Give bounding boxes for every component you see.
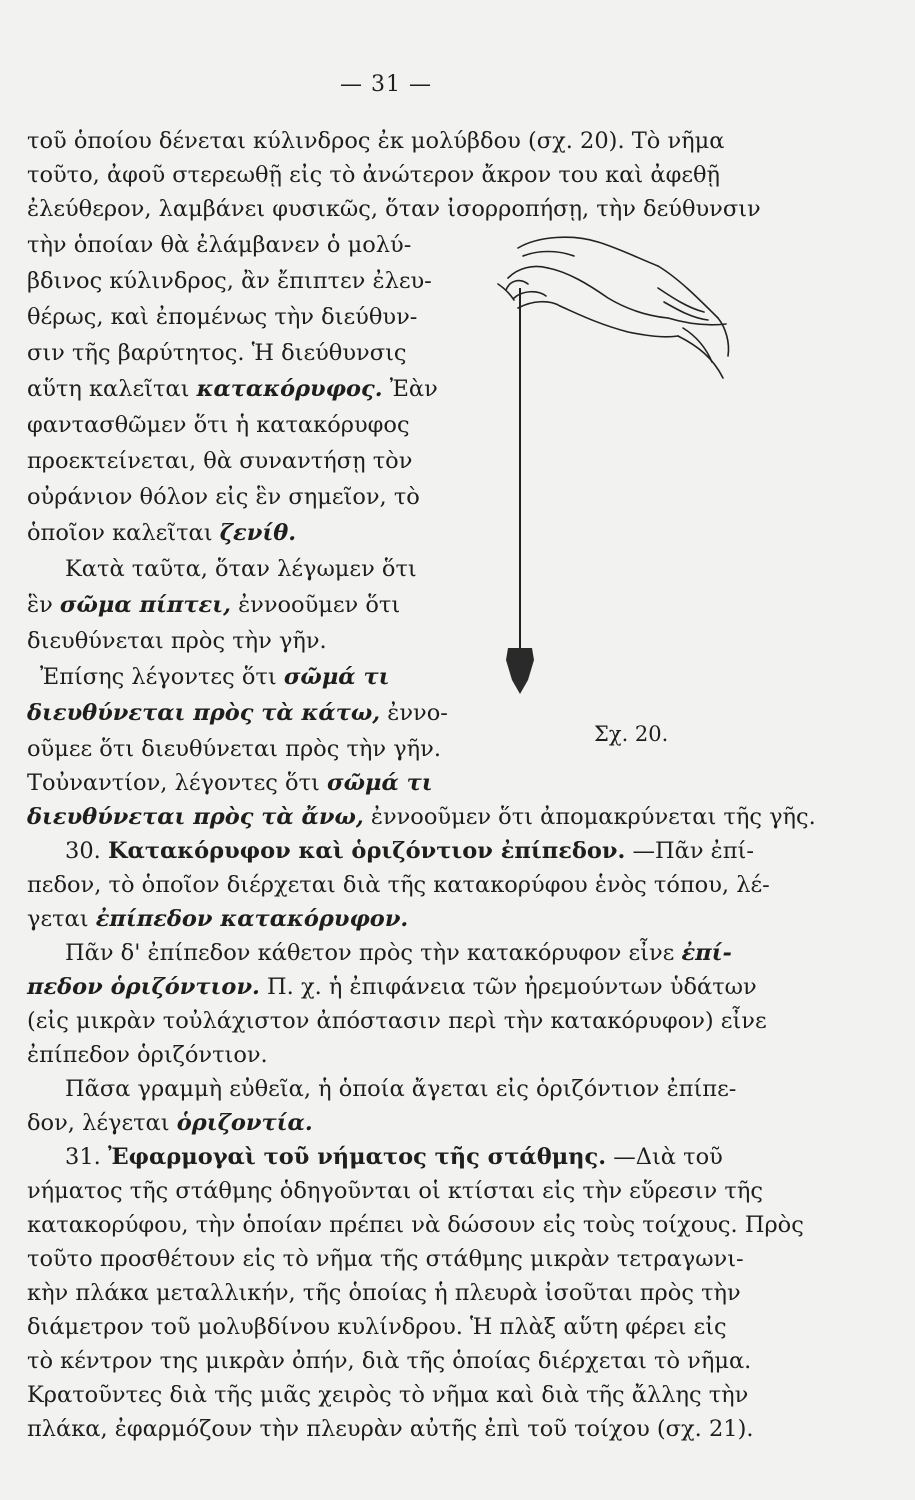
text-line	[27, 592, 400, 618]
text-line: βδινος κύλινδρος, ἂν ἔπιπτεν ἐλευ-	[27, 268, 432, 294]
plumb-bob	[506, 648, 534, 694]
term-orizontia: ὁριζοντία.	[176, 1110, 313, 1136]
text-run: Τοὐναντίον, λέγοντες ὅτι	[27, 770, 320, 796]
term-epipedon-kataforyphon: ἐπίπεδον κατακόρυφον.	[95, 906, 409, 932]
text-line: Κατὰ ταῦτα, ὅταν λέγωμεν ὅτι	[65, 556, 417, 582]
section-number: 31.	[65, 1144, 101, 1170]
term-soma-piptei: σῶμα πίπτει,	[59, 592, 231, 618]
text-run: γεται	[27, 906, 89, 932]
text-line: πεδον, τὸ ὁποῖον διέρχεται διὰ τῆς κατακορύφου ἑνὸς τόπου, λέ-	[27, 872, 770, 898]
section-heading: Κατακόρυφον καὶ ὁριζόντιον ἐπίπεδον.	[107, 838, 626, 864]
page-number: — 31 —	[340, 72, 432, 97]
text-line	[65, 940, 732, 966]
term-soma-ti-2: σῶμά τι	[327, 770, 433, 796]
text-run: αὕτη καλεῖται	[27, 376, 190, 402]
text-line: κὴν πλάκα μεταλλικήν, τῆς ὁποίας ἡ πλευρὰ ἰσοῦται πρὸς τὴν	[27, 1280, 741, 1306]
text-line: τὴν ὁποίαν θὰ ἐλάμβανεν ὁ μολύ-	[27, 232, 412, 258]
text-line	[65, 1144, 723, 1170]
term-pedon-orizontion: πεδον ὁριζόντιον.	[27, 974, 260, 1000]
text-run: Πᾶν δ' ἐπίπεδον κάθετον πρὸς τὴν κατακόρυφον εἶνε	[65, 940, 675, 966]
text-line	[27, 770, 433, 796]
text-line	[27, 1110, 313, 1136]
text-run: Ἐπίσης λέγοντες ὅτι	[40, 664, 277, 690]
text-line: διάμετρον τοῦ μολυβδίνου κυλίνδρου. Ἡ πλὰξ αὕτη φέρει εἰς	[27, 1314, 727, 1340]
section-number: 30.	[65, 838, 101, 864]
text-line: σιν τῆς βαρύτητος. Ἡ διεύθυνσις	[27, 340, 407, 366]
text-run: ὁποῖον καλεῖται	[27, 520, 213, 546]
text-line: οὐράνιον θόλον εἰς ἓν σημεῖον, τὸ	[27, 484, 420, 510]
text-line	[27, 700, 448, 726]
term-soma-ti: σῶμά τι	[283, 664, 390, 690]
text-run: —Πᾶν ἐπί-	[632, 838, 754, 864]
text-line: τοῦτο προσθέτουν εἰς τὸ νῆμα τῆς στάθμης μικρὰν τετραγωνι-	[27, 1246, 744, 1272]
text-line: φαντασθῶμεν ὅτι ἡ κατακόρυφος	[27, 412, 410, 438]
hand-illustration	[498, 237, 729, 378]
text-line	[65, 838, 754, 864]
text-line: πλάκα, ἐφαρμόζουν τὴν πλευρὰν αὐτῆς ἐπὶ τοῦ τοίχου (σχ. 21).	[27, 1416, 754, 1442]
text-run: ἐννοοῦμεν ὅτι ἀπομακρύνεται τῆς γῆς.	[370, 804, 816, 830]
term-zenith: ζενίθ.	[219, 520, 297, 546]
text-line: διευθύνεται πρὸς τὴν γῆν.	[27, 628, 327, 654]
text-run: δον, λέγεται	[27, 1110, 170, 1136]
term-epi: ἐπί-	[681, 940, 732, 966]
text-line	[27, 804, 816, 830]
text-line	[27, 376, 438, 402]
text-line: τὸ κέντρον της μικρὰν ὀπήν, διὰ τῆς ὁποίας διέρχεται τὸ νῆμα.	[27, 1348, 752, 1374]
text-run: —Διὰ τοῦ	[613, 1144, 723, 1170]
text-run: Π. χ. ἡ ἐπιφάνεια τῶν ἠρεμούντων ὑδάτων	[267, 974, 757, 1000]
text-line: ἐπίπεδον ὁριζόντιον.	[27, 1042, 268, 1068]
text-line: προεκτείνεται, θὰ συναντήσῃ τὸν	[27, 448, 413, 474]
text-run: ἐννο-	[387, 700, 448, 726]
text-line	[27, 906, 408, 932]
text-line	[27, 974, 757, 1000]
text-line: (εἰς μικρὰν τοὐλάχιστον ἀπόστασιν περὶ τὴν κατακόρυφον) εἶνε	[27, 1008, 767, 1034]
text-line: νήματος τῆς στάθμης ὁδηγοῦνται οἱ κτίσται εἰς τὴν εὕρεσιν τῆς	[27, 1178, 763, 1204]
text-line: θέρως, καὶ ἐπομένως τὴν διεύθυν-	[27, 304, 418, 330]
term-dieuthynetai-ano: διευθύνεται πρὸς τὰ ἄνω,	[27, 804, 364, 830]
term-kataforyphos: κατακόρυφος.	[196, 376, 383, 402]
text-line: Κρατοῦντες διὰ τῆς μιᾶς χειρὸς τὸ νῆμα καὶ διὰ τῆς ἄλλης τὴν	[27, 1382, 749, 1408]
figure-caption: Σχ. 20.	[594, 722, 669, 746]
text-run: ἓν	[27, 592, 53, 618]
term-dieuthynetai-kato: διευθύνεται πρὸς τὰ κάτω,	[27, 700, 381, 726]
text-line: Πᾶσα γραμμὴ εὐθεῖα, ἡ ὁποία ἄγεται εἰς ὁριζόντιον ἐπίπε-	[65, 1076, 737, 1102]
plumb-line-figure	[478, 228, 738, 728]
text-line	[40, 664, 389, 690]
text-line: κατακορύφου, τὴν ὁποίαν πρέπει νὰ δώσουν εἰς τοὺς τοίχους. Πρὸς	[27, 1212, 804, 1238]
text-run: Ἐὰν	[389, 376, 438, 402]
text-line	[27, 520, 296, 546]
text-line: τοῦ ὁποίου δένεται κύλινδρος ἐκ μολύβδου (σχ. 20). Τὸ νῆμα	[27, 128, 725, 154]
section-heading: Ἐφαρμογαὶ τοῦ νήματος τῆς στάθμης.	[107, 1144, 607, 1170]
text-run: ἐννοοῦμεν ὅτι	[238, 592, 401, 618]
text-line: οῦμεε ὅτι διευθύνεται πρὸς τὴν γῆν.	[27, 736, 441, 762]
text-line: τοῦτο, ἀφοῦ στερεωθῇ εἰς τὸ ἀνώτερον ἄκρον του καὶ ἀφεθῇ	[27, 162, 721, 188]
text-line: ἐλεύθερον, λαμβάνει φυσικῶς, ὅταν ἰσορροπήσῃ, τὴν δεύθυνσιν	[27, 196, 761, 222]
